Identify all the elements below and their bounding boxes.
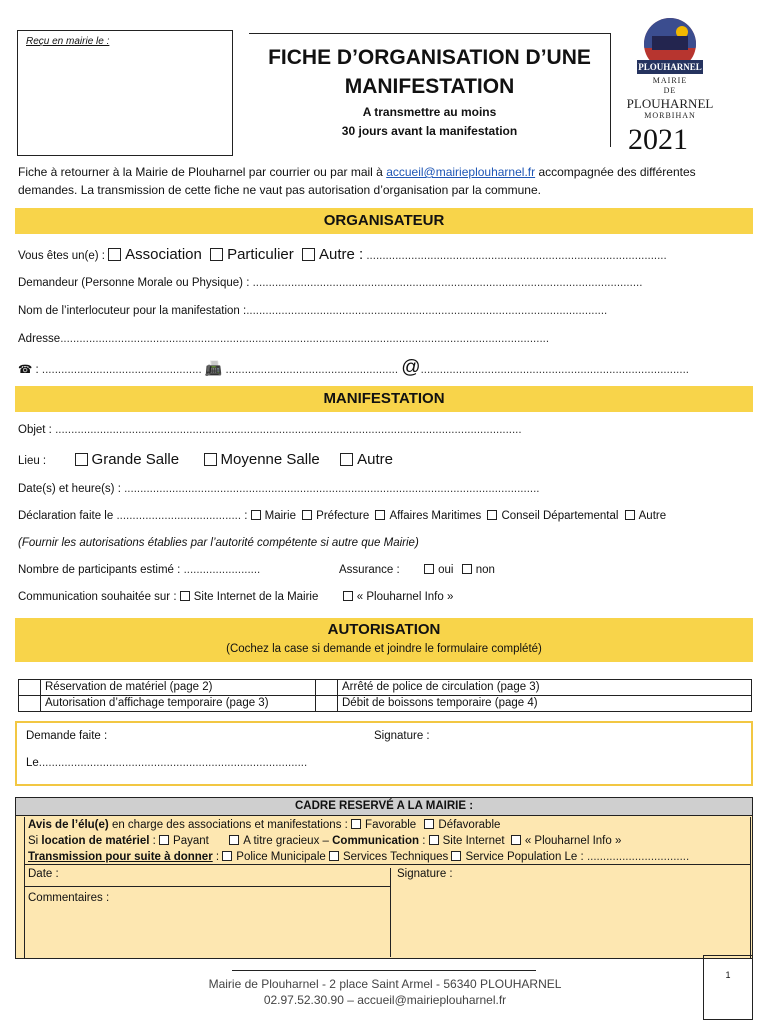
table-row bbox=[19, 696, 752, 712]
lieu-row: Lieu : Grande Salle Moyenne Salle Autre bbox=[18, 451, 394, 468]
reservation-materiel-checkbox[interactable] bbox=[19, 680, 41, 696]
intro-text: Fiche à retourner à la Mairie de Plouharnel par courrier ou par mail à accueil@mairieplouharnel.fr accompagnée des différentes demandes. La transmission de cette fiche ne vaut pas autorisation d’organisation par la commune. bbox=[18, 165, 696, 197]
communication-row: Communication souhaitée sur : Site Internet de la Mairie « Plouharnel Info » bbox=[18, 591, 454, 603]
adresse-field[interactable]: ......................................................................................................................................................... bbox=[60, 333, 550, 345]
commentaires-label: Commentaires : bbox=[28, 892, 110, 904]
declaration-row: Déclaration faite le ....................................... : Mairie Préfecture Affaires Maritimes Conseil Départemental Autre bbox=[18, 510, 667, 522]
cadre-date-label: Date : bbox=[28, 868, 59, 880]
autorisation-subtitle: (Cochez la case si demande et joindre le formulaire complété) bbox=[226, 643, 542, 655]
demande-date-field[interactable]: .................................................................................... bbox=[38, 757, 308, 769]
autre-organizer-checkbox[interactable] bbox=[302, 248, 315, 261]
comm-site-checkbox[interactable] bbox=[180, 591, 190, 601]
footer-contact: 02.97.52.30.90 – accueil@mairieplouharnel.fr bbox=[263, 993, 507, 1007]
logo-ribbon: PLOUHARNEL bbox=[638, 62, 702, 72]
debit-boissons-checkbox[interactable] bbox=[316, 696, 338, 712]
assurance-oui-checkbox[interactable] bbox=[424, 564, 434, 574]
assurance-non-checkbox[interactable] bbox=[462, 564, 472, 574]
footer-address: Mairie de Plouharnel - 2 place Saint Armel - 56340 PLOUHARNEL bbox=[208, 977, 562, 991]
le-row: Le.................................................................................... bbox=[26, 757, 308, 769]
particulier-checkbox[interactable] bbox=[210, 248, 223, 261]
fax-field[interactable]: ...................................................... bbox=[225, 364, 399, 376]
demande-faite-label: Demande faite : bbox=[26, 730, 108, 742]
table-cell: Arrêté de police de circulation (page 3) bbox=[338, 680, 752, 696]
section-autorisation-header bbox=[15, 618, 753, 662]
location-row: Si location de matériel : Payant A titre gracieux – Communication : Site Internet « Plouharnel Info » bbox=[28, 835, 622, 847]
fournir-note: (Fournir les autorisations établies par l’autorité compétente si autre que Mairie) bbox=[18, 537, 419, 549]
cadre-title: CADRE RESERVÉ A LA MAIRIE : bbox=[16, 798, 752, 816]
assurance-row: Assurance : oui non bbox=[339, 564, 495, 576]
contact-row: ☎ : .................................................. 📠 ...................................................... @.................................................................................... bbox=[18, 357, 689, 378]
demandeur-row: Demandeur (Personne Morale ou Physique) : .......................................................................................................................... bbox=[18, 277, 643, 289]
section-organisateur-header: ORGANISATEUR bbox=[15, 208, 753, 234]
gracieux-checkbox[interactable] bbox=[229, 835, 239, 845]
organizer-type-row: Vous êtes un(e) : Association Particulier Autre : .............................................................................................. bbox=[18, 246, 667, 263]
logo-mairie: MAIRIE bbox=[652, 76, 688, 85]
adresse-row: Adresse......................................................................................................................................................... bbox=[18, 333, 550, 345]
decl-conseil-checkbox[interactable] bbox=[487, 510, 497, 520]
section-manifestation-header: MANIFESTATION bbox=[15, 386, 753, 412]
demande-box bbox=[15, 721, 753, 786]
phone-icon: ☎ bbox=[18, 364, 33, 376]
payant-checkbox[interactable] bbox=[159, 835, 169, 845]
email-at-icon: @ bbox=[401, 357, 421, 378]
footer bbox=[170, 976, 600, 1008]
objet-field[interactable]: .................................................................................................................................................. bbox=[55, 424, 522, 436]
form-title-line1: FICHE D’ORGANISATION D’UNE bbox=[268, 46, 591, 69]
affichage-checkbox[interactable] bbox=[19, 696, 41, 712]
population-date-field[interactable]: ................................ bbox=[586, 851, 690, 863]
logo-name: PLOUHARNEL bbox=[626, 96, 714, 111]
email-field[interactable]: .................................................................................... bbox=[420, 364, 689, 376]
arrete-police-checkbox[interactable] bbox=[316, 680, 338, 696]
contact-email-link[interactable]: accueil@mairieplouharnel.fr bbox=[386, 165, 536, 179]
dates-row: Date(s) et heure(s) : .................................................................................................................................. bbox=[18, 483, 540, 495]
decl-mairie-checkbox[interactable] bbox=[251, 510, 261, 520]
autorisation-title: AUTORISATION bbox=[327, 621, 441, 638]
autre-organizer-field[interactable]: .............................................................................................. bbox=[366, 250, 667, 262]
logo-de: DE bbox=[663, 86, 677, 95]
table-cell: Réservation de matériel (page 2) bbox=[41, 680, 316, 696]
phone-field[interactable]: .................................................. bbox=[41, 364, 202, 376]
fax-icon: 📠 bbox=[204, 360, 223, 376]
demandeur-field[interactable]: .......................................................................................................................... bbox=[252, 277, 643, 289]
form-year: 2021 bbox=[628, 123, 688, 156]
favorable-checkbox[interactable] bbox=[351, 819, 361, 829]
table-row bbox=[19, 680, 752, 696]
autorisation-table bbox=[18, 679, 752, 712]
signature-label: Signature : bbox=[374, 730, 430, 742]
form-title-box bbox=[249, 33, 611, 147]
dates-field[interactable]: .................................................................................................................................. bbox=[124, 483, 540, 495]
received-date-box[interactable] bbox=[17, 30, 233, 156]
logo-dept: MORBIHAN bbox=[644, 111, 696, 120]
grande-salle-checkbox[interactable] bbox=[75, 453, 88, 466]
services-tech-checkbox[interactable] bbox=[329, 851, 339, 861]
police-checkbox[interactable] bbox=[222, 851, 232, 861]
footer-divider bbox=[232, 970, 536, 971]
form-title-line2: MANIFESTATION bbox=[344, 75, 515, 98]
decl-autre-checkbox[interactable] bbox=[625, 510, 635, 520]
objet-row: Objet : .................................................................................................................................................. bbox=[18, 424, 522, 436]
interlocuteur-field[interactable]: ................................................................................................................. bbox=[246, 305, 608, 317]
form-subtitle-line2: 30 jours avant la manifestation bbox=[341, 124, 518, 138]
avis-row: Avis de l’élu(e) en charge des associations et manifestations : Favorable Défavorable bbox=[28, 819, 501, 831]
form-subtitle-line1: A transmettre au moins bbox=[362, 105, 497, 119]
decl-affaires-checkbox[interactable] bbox=[375, 510, 385, 520]
table-cell: Débit de boissons temporaire (page 4) bbox=[338, 696, 752, 712]
plouharnel-logo bbox=[620, 18, 720, 126]
cadre-signature-label: Signature : bbox=[397, 868, 453, 880]
comm-info-checkbox[interactable] bbox=[343, 591, 353, 601]
declaration-date-field[interactable]: ....................................... bbox=[116, 510, 245, 522]
interlocuteur-row: Nom de l’interlocuteur pour la manifestation :................................................................................................................. bbox=[18, 305, 608, 317]
cadre-reserve-mairie bbox=[15, 797, 753, 959]
decl-prefecture-checkbox[interactable] bbox=[302, 510, 312, 520]
page-number: 1 bbox=[703, 955, 753, 1020]
moyenne-salle-checkbox[interactable] bbox=[204, 453, 217, 466]
received-date-label: Reçu en mairie le : bbox=[26, 36, 110, 47]
transmission-row: Transmission pour suite à donner : Police Municipale Services Techniques Service Population Le : ................................ bbox=[25, 849, 750, 865]
participants-field[interactable]: ........................ bbox=[183, 564, 261, 576]
autre-lieu-checkbox[interactable] bbox=[340, 453, 353, 466]
cadre-site-checkbox[interactable] bbox=[429, 835, 439, 845]
table-cell: Autorisation d’affichage temporaire (page 3) bbox=[41, 696, 316, 712]
association-checkbox[interactable] bbox=[108, 248, 121, 261]
cadre-info-checkbox[interactable] bbox=[511, 835, 521, 845]
service-population-checkbox[interactable] bbox=[451, 851, 461, 861]
participants-row: Nombre de participants estimé : ........................ bbox=[18, 564, 261, 576]
defavorable-checkbox[interactable] bbox=[424, 819, 434, 829]
